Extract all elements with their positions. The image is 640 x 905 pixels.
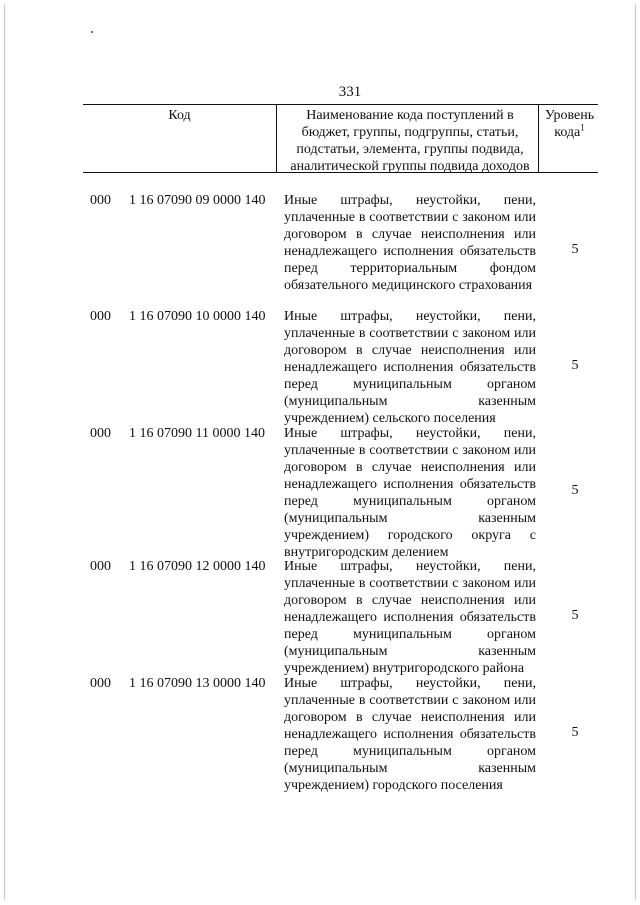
row-admin-code: 000	[90, 426, 111, 441]
row-code: 1 16 07090 11 0000 140	[129, 426, 265, 441]
row-code: 1 16 07090 09 0000 140	[129, 193, 266, 208]
row-code: 1 16 07090 12 0000 140	[129, 559, 266, 574]
row-level: 5	[571, 242, 579, 257]
header-divider	[276, 105, 277, 172]
row-level: 5	[571, 358, 579, 373]
header-divider	[538, 105, 539, 172]
header-level-footnote: 1	[580, 122, 585, 133]
row-admin-code: 000	[90, 676, 111, 691]
row-name: Иные штрафы, неустойки, пени, уплаченные в соответствии с законом или договором в случае неисполнения или ненадлежащего исполнения обязательств перед муниципальным органом (муниципальным казенным учреждением) городского округа с внутригородским делением	[284, 426, 536, 560]
row-level: 5	[571, 608, 579, 623]
table-header	[83, 104, 598, 173]
row-code: 1 16 07090 10 0000 140	[129, 309, 266, 324]
row-level: 5	[571, 483, 579, 498]
row-name: Иные штрафы, неустойки, пени, уплаченные в соответствии с законом или договором в случае неисполнения или ненадлежащего исполнения обязательств перед муниципальным органом (муниципальным казенным учреждением) сельского поселения	[284, 309, 536, 426]
row-level: 5	[571, 725, 579, 740]
page-number: 331	[338, 84, 362, 100]
row-name: Иные штрафы, неустойки, пени, уплаченные в соответствии с законом или договором в случае неисполнения или ненадлежащего исполнения обязательств перед территориальным фондом обязательного медицинского страхования	[284, 193, 536, 293]
row-name: Иные штрафы, неустойки, пени, уплаченные в соответствии с законом или договором в случае неисполнения или ненадлежащего исполнения обязательств перед муниципальным органом (муниципальным казенным учреждением) городского поселения	[284, 676, 536, 793]
row-admin-code: 000	[90, 309, 111, 324]
row-admin-code: 000	[90, 193, 111, 208]
scan-speck	[91, 31, 93, 33]
header-level-text: Уровень кода	[544, 108, 595, 140]
header-name: Наименование кода поступлений в бюджет, группы, подгруппы, статьи, подстатьи, элемента, группы подвида, аналитической группы подвида доходов	[290, 108, 530, 174]
row-admin-code: 000	[90, 559, 111, 574]
header-level	[541, 107, 598, 141]
row-name: Иные штрафы, неустойки, пени, уплаченные в соответствии с законом или договором в случае неисполнения или ненадлежащего исполнения обязательств перед муниципальным органом (муниципальным казенным учреждением) внутригородского района	[284, 559, 536, 676]
row-code: 1 16 07090 13 0000 140	[129, 676, 266, 691]
header-code: Код	[168, 108, 191, 123]
